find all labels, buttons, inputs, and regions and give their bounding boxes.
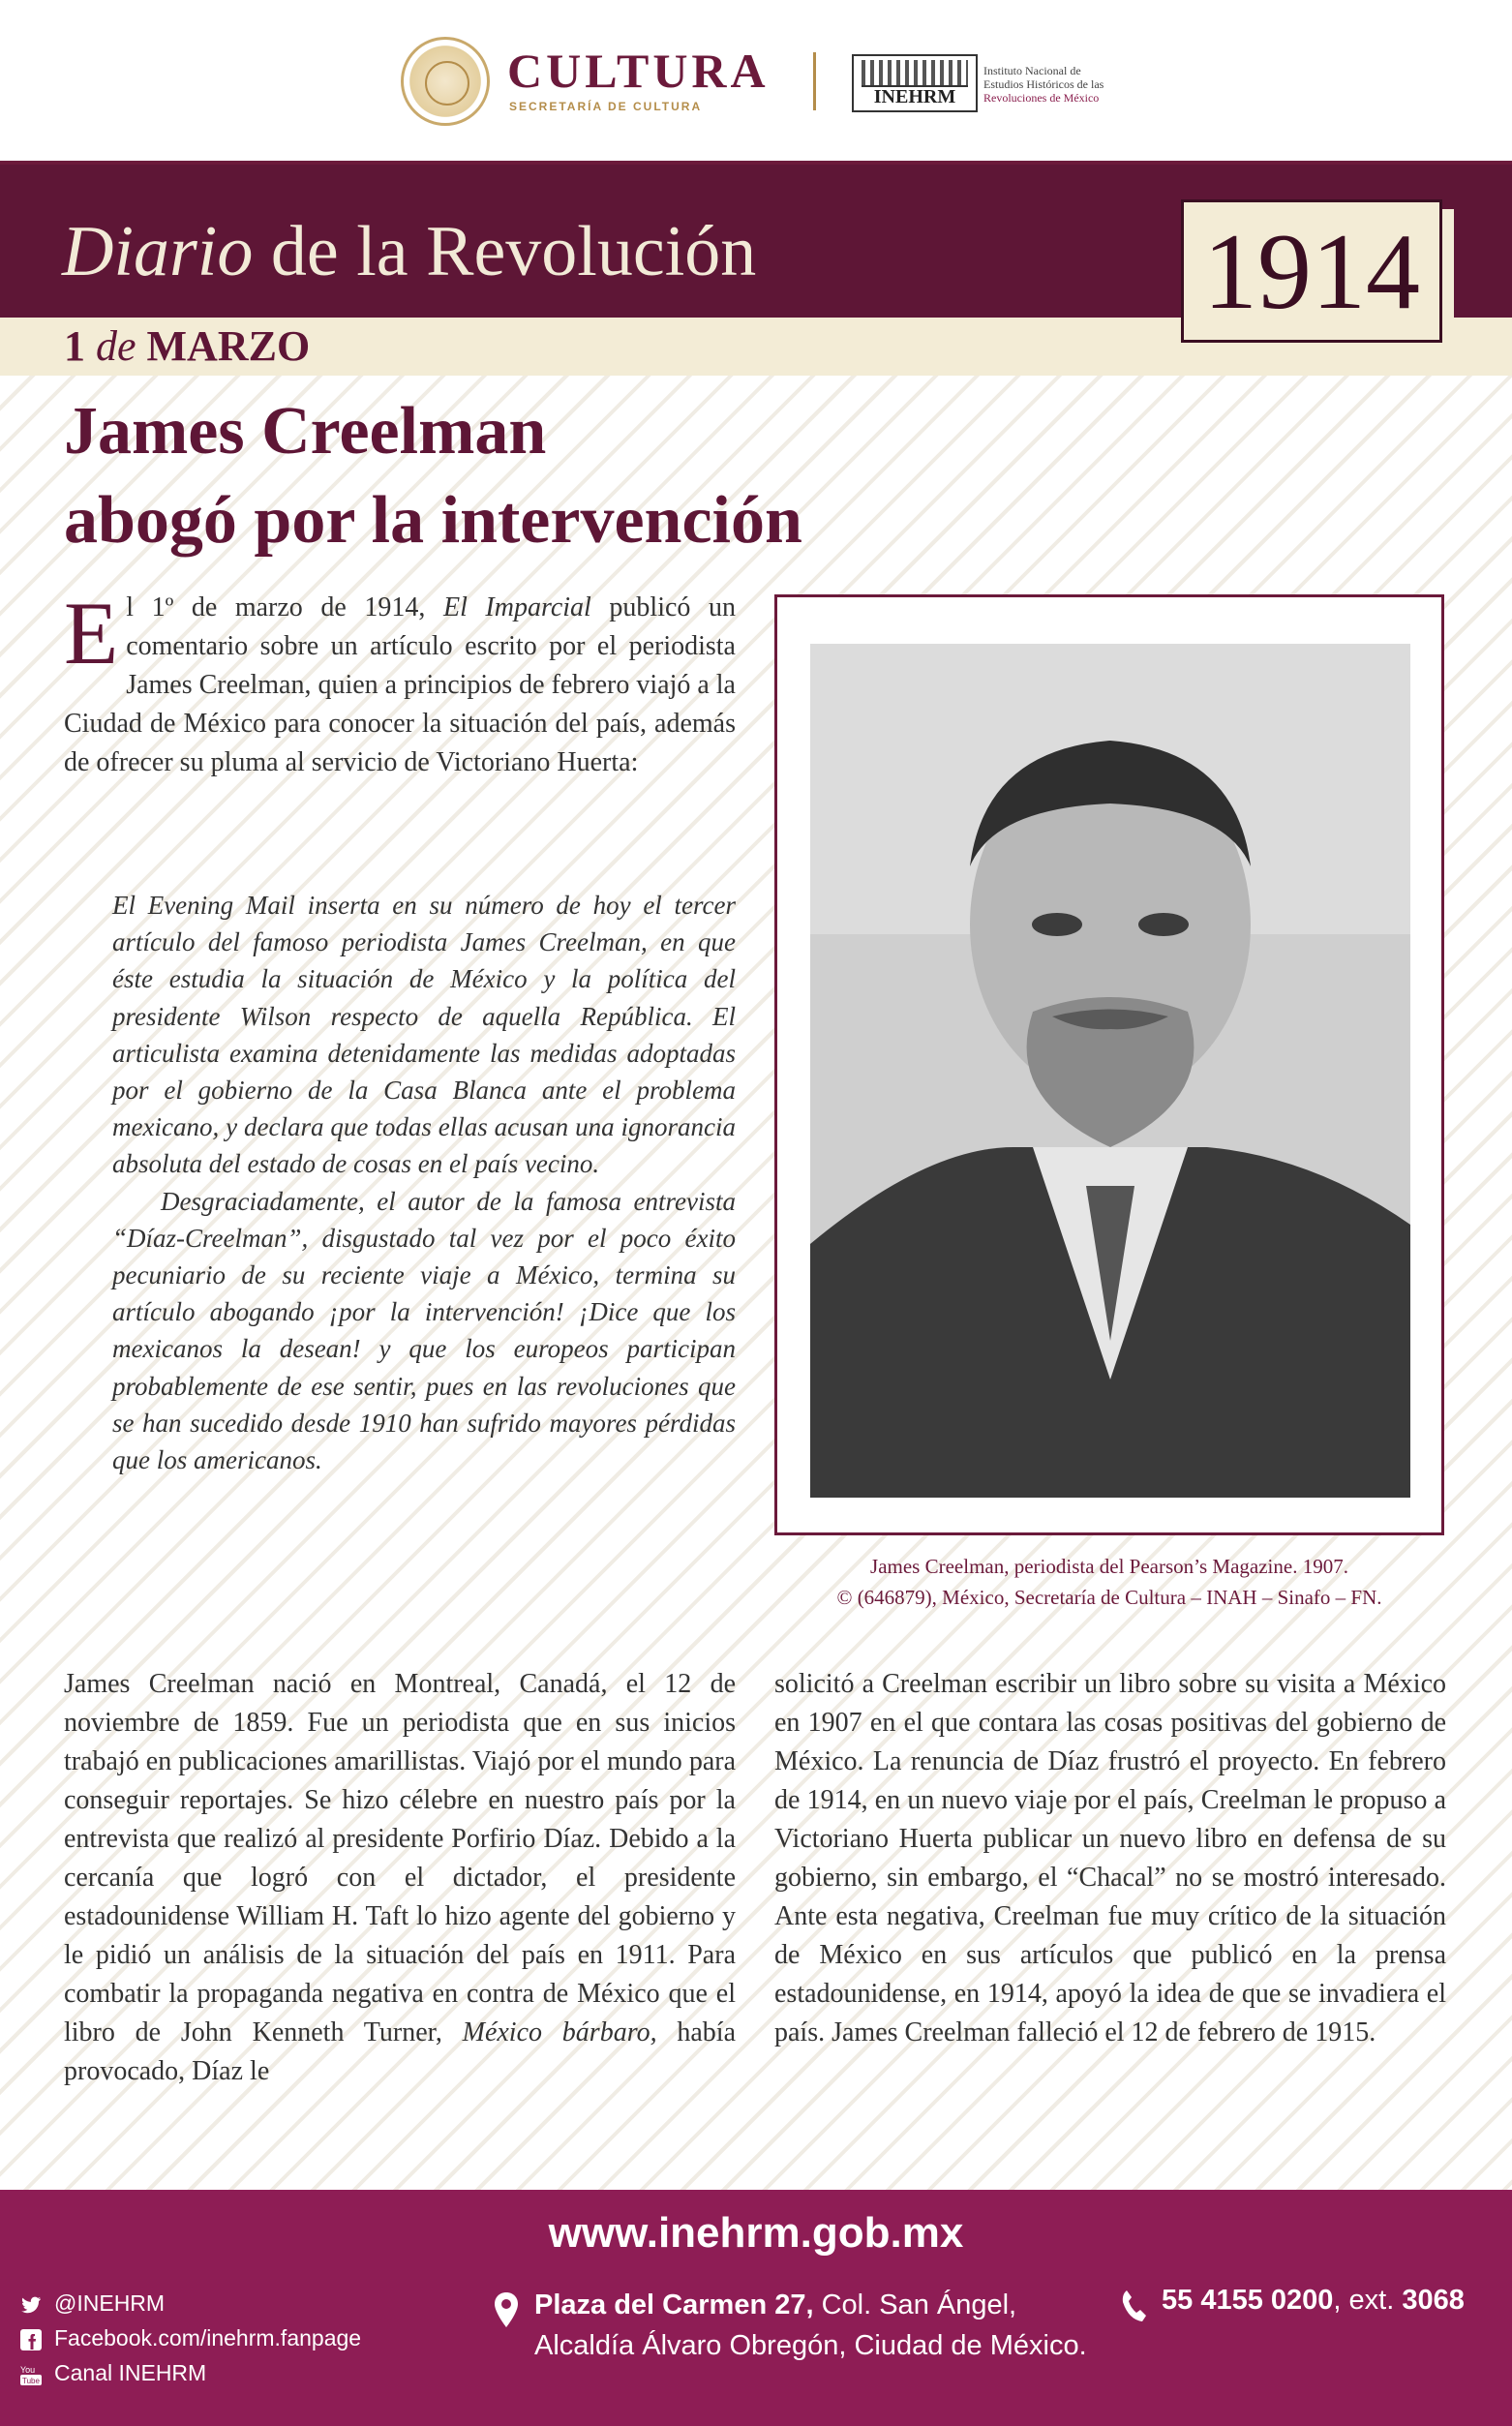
date-month: MARZO <box>146 322 311 370</box>
block-quote <box>112 887 736 1478</box>
twitter-link[interactable] <box>19 2290 165 2317</box>
svg-text:Tube: Tube <box>22 2376 40 2385</box>
phone-ext: 3068 <box>1402 2285 1465 2316</box>
quote-paragraph: Desgraciadamente, el autor de la famosa entrevista “Díaz-Creelman”, disgustado tal vez por el poco éxito pecuniario de su reciente viaje a México, termina su artículo abogando ¡por la intervención! ¡Dice que los mexicanos la desean! y que los europeos participan probablemente de ese sentir, pues en las revoluciones que se han sucedido desde 1910 han sufrido mayores pérdidas que los americanos. <box>112 1186 736 1475</box>
facebook-url: Facebook.com/inehrm.fanpage <box>54 2325 362 2350</box>
caption-line: James Creelman, periodista del Pearson’s Magazine. 1907. <box>870 1555 1348 1578</box>
body-column-right: solicitó a Creelman escribir un libro sobre su visita a México en 1907 en el que contara las cosas positivas del gobierno de México. La renuncia de Díaz frustró el proyecto. En febrero de 1914, en un nuevo viaje por el país, Creelman le propuso a Victoriano Huerta publicar un nuevo libro en defensa de su gobierno, sin embargo, el “Chacal” no se mostró interesado. Ante esta negativa, Creelman fue muy crítico de la situación de México en sus artículos que publicó en la prensa estadounidense, en 1914, apoyó la idea de que se invadiera el país. James Creelman falleció el 12 de febrero de 1915. <box>774 1669 1446 2047</box>
inehrm-desc-line: Instituto Nacional de <box>983 64 1081 77</box>
phone-ext-label: , ext. <box>1333 2285 1403 2316</box>
article-date <box>64 321 310 371</box>
series-title-italic: Diario <box>62 212 254 291</box>
article-title <box>64 387 1032 565</box>
body-text: James Creelman nació en Montreal, Canadá, el 12 de noviembre de 1859. Fue un periodista que en sus inicios trabajó en publicaciones amarillistas. Viajó por el mundo para conseguir reportajes. Se hizo célebre en nuestro país por la entrevista que realizó al presidente Porfirio Díaz. Debido a la cercanía que logró con el dictador, el presidente estadounidense William H. Taft lo hizo agente del gobierno y le pidió un análisis de la situación del país en 1911. Para combatir la propaganda negativa en contra de México que el libro de John Kenneth Turner, <box>64 1669 736 2047</box>
quote-paragraph: El Evening Mail inserta en su número de hoy el tercer artículo del famoso periodista James Creelman, en que éste estudia la situación de México y la política del presidente Wilson respecto de aquella República. El articulista examina detenidamente las medidas adoptadas por el gobierno de la Casa Blanca ante el problema mexicano, y declara que todas ellas acusan una ignorancia absoluta del estado de cosas en el país vecino. <box>112 891 736 1179</box>
mexico-seal-icon <box>401 37 490 126</box>
twitter-icon <box>19 2293 43 2317</box>
portrait-photo <box>810 644 1410 1498</box>
building-icon <box>862 60 968 87</box>
cultura-logo-subtitle: SECRETARÍA DE CULTURA <box>509 100 703 113</box>
cultura-logo-title: CULTURA <box>507 44 770 98</box>
address-colonia: Col. San Ángel, <box>813 2290 1017 2320</box>
youtube-icon <box>19 2363 43 2386</box>
photo-caption <box>774 1551 1444 1613</box>
body-column-left <box>64 1665 736 2091</box>
address <box>534 2285 1087 2366</box>
youtube-channel: Canal INEHRM <box>54 2360 207 2385</box>
newspaper-name: El Imparcial <box>442 592 591 622</box>
title-line: abogó por la intervención <box>64 483 802 558</box>
facebook-icon <box>19 2328 43 2351</box>
date-de: de <box>96 322 136 370</box>
series-title-rest: de la Revolución <box>253 212 757 291</box>
svg-text:You: You <box>20 2364 36 2375</box>
book-title: México bárbaro, <box>462 2017 657 2047</box>
drop-cap: E <box>64 584 119 682</box>
caption-line: © (646879), México, Secretaría de Cultura – INAH – Sinafo – FN. <box>836 1586 1382 1609</box>
inehrm-logo-text: INEHRM <box>873 86 956 107</box>
twitter-handle: @INEHRM <box>54 2290 166 2316</box>
title-line: James Creelman <box>64 394 547 469</box>
inehrm-logo <box>852 54 978 112</box>
phone-main: 55 4155 0200 <box>1162 2285 1334 2316</box>
inehrm-desc-line: Estudios Históricos de las <box>983 77 1104 91</box>
website-link[interactable]: www.inehrm.gob.mx <box>548 2209 964 2257</box>
intro-text: l 1º de marzo de 1914, <box>126 592 443 622</box>
address-street: Plaza del Carmen 27, <box>534 2290 814 2320</box>
date-day: 1 <box>64 322 85 370</box>
year-box <box>1181 199 1442 343</box>
address-city: Alcaldía Álvaro Obregón, Ciudad de México. <box>534 2330 1087 2361</box>
series-title <box>62 211 756 293</box>
intro-text: publicó un comentario sobre un artículo escrito por el periodista James Creelman, quien a principios de febrero viajó a la Ciudad de México para conocer la situación del país, además de ofrecer su pluma al servicio de Victoriano Huerta: <box>64 592 736 777</box>
youtube-link[interactable] <box>19 2360 206 2386</box>
location-pin-icon <box>492 2290 521 2329</box>
inehrm-desc-line: Revoluciones de México <box>983 91 1100 105</box>
intro-paragraph <box>64 584 736 782</box>
logo-divider <box>813 52 816 110</box>
facebook-link[interactable] <box>19 2325 361 2351</box>
phone-number[interactable] <box>1162 2285 1465 2317</box>
year-label: 1914 <box>1203 212 1420 332</box>
phone-icon <box>1119 2289 1148 2323</box>
photo-frame <box>774 594 1444 1535</box>
inehrm-description <box>983 64 1158 105</box>
body-text: había provocado, Díaz le <box>64 2017 736 2086</box>
